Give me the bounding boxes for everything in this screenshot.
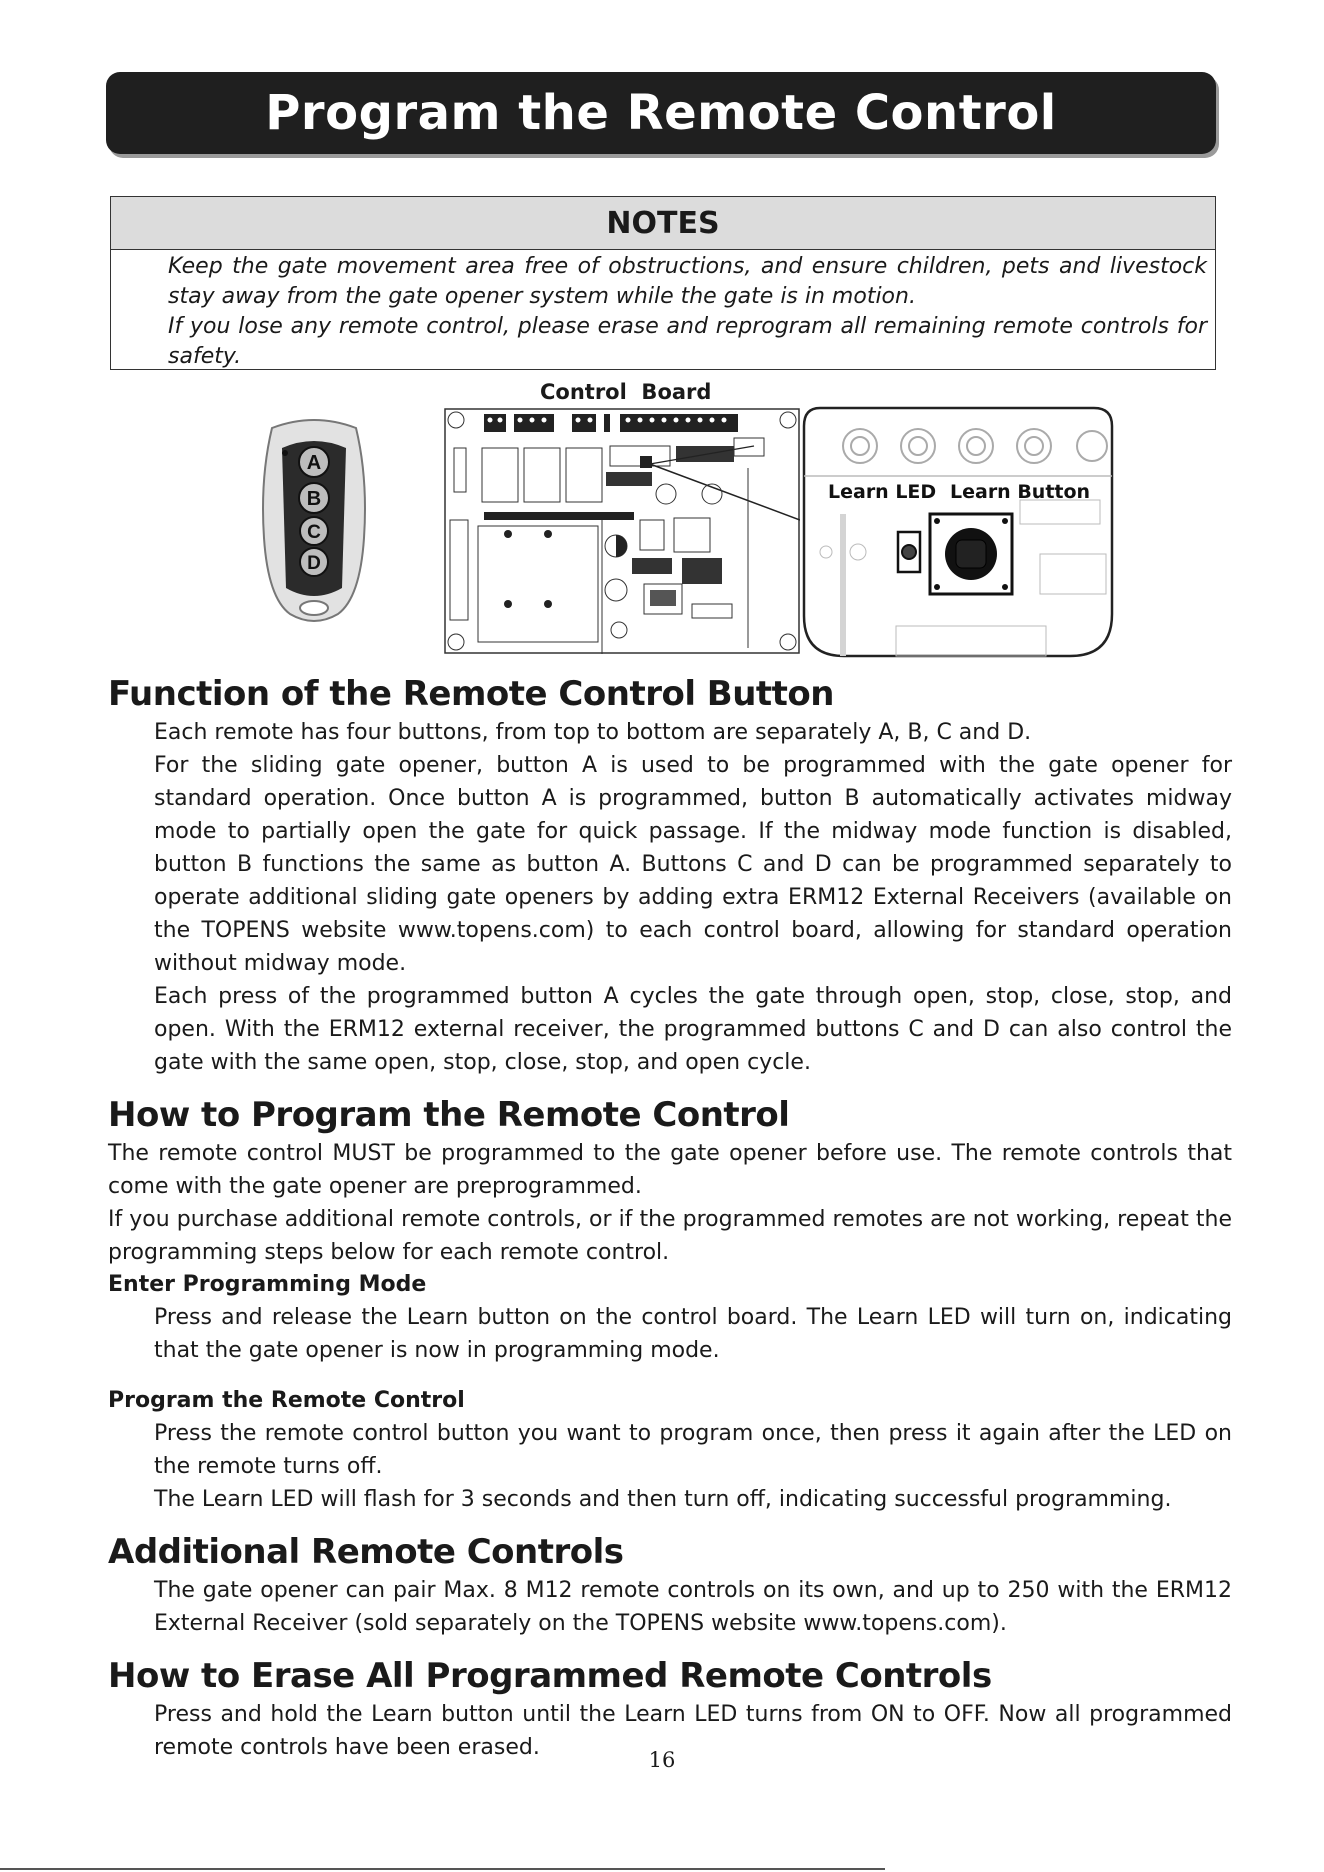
- section-heading-function: Function of the Remote Control Button: [108, 674, 834, 714]
- remote-button-d: [300, 548, 328, 576]
- control-board-illustration: [444, 408, 800, 654]
- remote-button-c: [300, 517, 328, 545]
- svg-text:B: B: [306, 488, 322, 510]
- remote-button-a: [299, 447, 329, 477]
- control-board-label: Control Board: [540, 380, 712, 404]
- svg-text:C: C: [307, 522, 321, 543]
- main-content: [108, 672, 1232, 1764]
- remote-control-illustration: [252, 418, 376, 624]
- page-title: Program the Remote Control: [265, 85, 1057, 141]
- notes-body: [111, 250, 1215, 372]
- program-remote-text-2: The Learn LED will flash for 3 seconds and then turn off, indicating successful programming.: [154, 1487, 1172, 1512]
- remote-button-b: [299, 483, 329, 513]
- program-remote-text-1: Press the remote control button you want to program once, then press it again after the LED on the remote turns off.: [154, 1421, 1232, 1479]
- learn-button-zoom-inset: [800, 404, 1114, 660]
- section-heading-erase: How to Erase All Programmed Remote Controls: [108, 1656, 992, 1696]
- svg-text:A: A: [306, 452, 322, 474]
- function-paragraph-2: For the sliding gate opener, button A is used to be programmed with the gate opener for standard operation. Once button A is programmed, button B automatically activates midway mode to partially open the gate for quick passage. If the midway mode function is disabled, button B functions the same as button A. Buttons C and D can be programmed separately to operate additional sliding gate openers by adding extra ERM12 External Receivers (available on the TOPENS website www.topens.com) to each control board, allowing for standard operation without midway mode.: [154, 753, 1232, 976]
- learn-led-label: Learn LED: [828, 481, 937, 503]
- section-heading-additional: Additional Remote Controls: [108, 1532, 624, 1572]
- learn-button-label: Learn Button: [950, 481, 1091, 503]
- function-paragraph-1: Each remote has four buttons, from top to bottom are separately A, B, C and D.: [154, 720, 1032, 745]
- bottom-divider: [0, 1868, 885, 1870]
- svg-text:D: D: [307, 553, 321, 574]
- howto-paragraph-2: If you purchase additional remote controls, or if the programmed remotes are not working, repeat the programming steps below for each remote control.: [108, 1207, 1232, 1265]
- notes-heading: NOTES: [111, 197, 1215, 250]
- additional-text: The gate opener can pair Max. 8 M12 remote controls on its own, and up to 250 with the ERM12 External Receiver (sold separately on the TOPENS website www.topens.com).: [154, 1578, 1232, 1636]
- notes-line: Keep the gate movement area free of obstructions, and ensure children, pets and livestock: [168, 254, 1207, 279]
- enter-programming-text: Press and release the Learn button on the control board. The Learn LED will turn on, indicating that the gate opener is now in programming mode.: [154, 1305, 1232, 1363]
- notes-box: [110, 196, 1216, 370]
- subheading-program-remote: Program the Remote Control: [108, 1388, 465, 1413]
- howto-paragraph-1: The remote control MUST be programmed to the gate opener before use. The remote controls that come with the gate opener are preprogrammed.: [108, 1141, 1232, 1199]
- page-title-banner: [106, 72, 1216, 154]
- page-number: 16: [648, 1748, 676, 1772]
- erase-text: Press and hold the Learn button until the Learn LED turns from ON to OFF. Now all programmed remote controls have been erased.: [154, 1702, 1232, 1760]
- notes-line: stay away from the gate opener system while the gate is in motion.: [168, 284, 916, 309]
- section-heading-howto: How to Program the Remote Control: [108, 1095, 790, 1135]
- subheading-enter-programming-mode: Enter Programming Mode: [108, 1272, 427, 1297]
- notes-line: safety.: [168, 344, 242, 369]
- notes-line: If you lose any remote control, please erase and reprogram all remaining remote controls for: [168, 314, 1207, 339]
- function-paragraph-3: Each press of the programmed button A cycles the gate through open, stop, close, stop, and open. With the ERM12 external receiver, the programmed buttons C and D can also control the gate with the same open, stop, close, stop, and open cycle.: [154, 984, 1232, 1075]
